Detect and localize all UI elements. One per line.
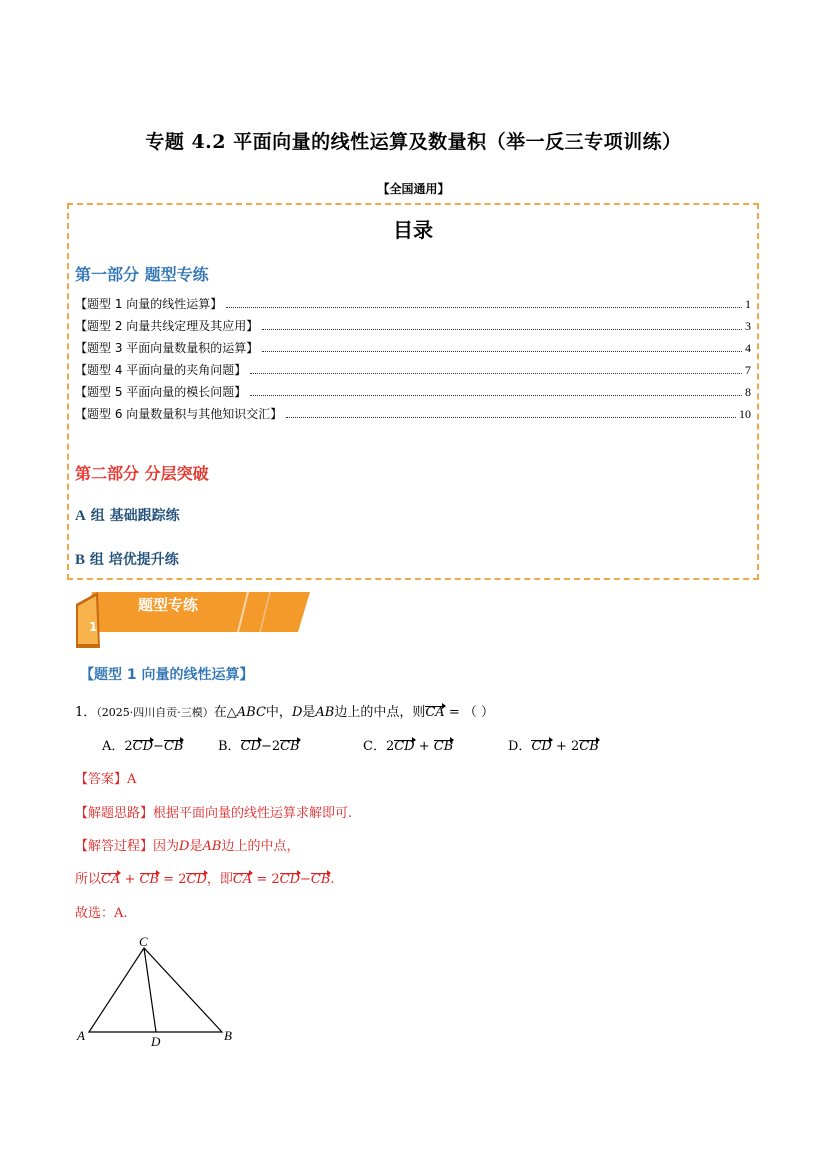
toc-entry[interactable] xyxy=(75,336,751,356)
stem-math: ABC xyxy=(236,705,266,720)
banner-number: 1 xyxy=(89,620,98,634)
toc-part1-title: 第一部分 题型专练 xyxy=(75,265,209,284)
option-part: + xyxy=(414,739,434,754)
option-part: 2 xyxy=(385,739,395,754)
answer-value: A xyxy=(127,772,137,787)
eq-vector: CA xyxy=(101,872,121,887)
option-vector: CB xyxy=(579,739,599,754)
banner-label: 题型专练 xyxy=(138,596,199,614)
question-source: （2025·四川自贡·三模） xyxy=(96,706,214,719)
toc-group-a[interactable] xyxy=(75,505,180,525)
eq-text: ，即 xyxy=(206,872,233,887)
toc-entry[interactable] xyxy=(75,402,751,422)
answer-line xyxy=(75,768,136,787)
option-part: + 2 xyxy=(551,739,580,754)
toc-leader xyxy=(262,350,742,352)
toc-entry-label: 【题型 3 平面向量数量积的运算】 xyxy=(75,341,259,355)
option-a[interactable] xyxy=(102,735,183,754)
idea-line xyxy=(75,802,352,821)
group-letter: A xyxy=(75,508,86,524)
eq-vector: CD xyxy=(279,872,301,887)
median-cd xyxy=(144,948,156,1032)
triangle-abc xyxy=(89,948,222,1032)
option-key: C． xyxy=(363,739,386,754)
toc-leader xyxy=(250,394,742,396)
eq-text: + xyxy=(120,872,140,887)
toc-entry-label: 【题型 4 平面向量的夹角问题】 xyxy=(75,363,247,377)
group-letter: B xyxy=(75,552,86,568)
eq-text: = 2 xyxy=(159,872,187,887)
option-part: − xyxy=(153,739,164,754)
eq-text: − xyxy=(300,872,311,887)
toc-entry-page: 7 xyxy=(745,363,751,377)
toc-entry-page: 4 xyxy=(745,341,751,355)
option-vector: CB xyxy=(280,739,300,754)
toc-part2-title: 第二部分 分层突破 xyxy=(75,464,209,483)
stem-text: 边上的中点，则 xyxy=(334,705,426,720)
toc-entry-label: 【题型 6 向量数量积与其他知识交汇】 xyxy=(75,407,283,421)
idea-tag: 【解题思路】 xyxy=(75,806,154,821)
choice-line: 故选：A. xyxy=(75,906,128,921)
stem-text: 是 xyxy=(302,705,316,720)
option-key: A． xyxy=(102,739,125,754)
toc-entry-page: 3 xyxy=(745,319,751,333)
toc-entry-label: 【题型 5 平面向量的模长问题】 xyxy=(75,385,247,399)
toc-leader xyxy=(226,306,742,308)
process-text: 因为 xyxy=(153,839,180,854)
toc-entry-page: 8 xyxy=(745,385,751,399)
section-heading: 【题型 1 向量的线性运算】 xyxy=(80,667,254,683)
question-number: 1． xyxy=(75,705,97,720)
label-c: C xyxy=(139,934,148,949)
eq-vector: CA xyxy=(232,872,253,887)
option-part: 2 xyxy=(124,739,133,754)
answer-tag: 【答案】 xyxy=(75,772,128,787)
document-title: 专题 4.2 平面向量的线性运算及数量积（举一反三专项训练） xyxy=(145,131,682,153)
question-stem xyxy=(75,701,494,720)
group-label: 组 培优提升练 xyxy=(85,552,179,568)
toc-leader xyxy=(250,372,742,374)
option-part: −2 xyxy=(260,739,281,754)
eq-vector: CD xyxy=(186,872,207,887)
stem-text: = （ ） xyxy=(444,705,494,720)
toc-heading: 目录 xyxy=(393,218,433,242)
toc-entry-page: 10 xyxy=(739,407,751,421)
option-b[interactable] xyxy=(218,735,300,754)
stem-text: 在△ xyxy=(213,705,237,720)
process-math: AB xyxy=(202,839,222,854)
option-d[interactable] xyxy=(508,735,599,754)
option-vector: CB xyxy=(163,739,184,754)
toc-entry-label: 【题型 2 向量共线定理及其应用】 xyxy=(75,319,259,333)
group-label: 组 基础跟踪练 xyxy=(85,508,180,524)
eq-text: . xyxy=(330,872,335,887)
scope-label: 【全国通用】 xyxy=(377,182,450,196)
process-line xyxy=(75,835,299,854)
toc-entry[interactable] xyxy=(75,380,751,400)
toc-leader xyxy=(286,416,736,418)
option-vector: CD xyxy=(531,739,552,754)
process-text: 边上的中点， xyxy=(221,839,300,854)
label-d: D xyxy=(151,1034,161,1049)
toc-leader xyxy=(262,328,742,330)
option-vector: CB xyxy=(433,739,454,754)
stem-text: 中， xyxy=(265,705,292,720)
process-math: D xyxy=(179,839,190,854)
eq-text: 所以 xyxy=(75,872,102,887)
eq-vector: CB xyxy=(310,872,331,887)
option-c[interactable] xyxy=(363,735,453,754)
stem-math: D xyxy=(291,705,303,720)
toc-entry[interactable] xyxy=(75,292,751,312)
toc-group-b[interactable] xyxy=(75,549,179,569)
stem-vector: CA xyxy=(425,705,445,720)
eq-text: = 2 xyxy=(252,872,280,887)
toc-entry[interactable] xyxy=(75,314,751,334)
toc-entry[interactable] xyxy=(75,358,751,378)
option-key: B． xyxy=(218,739,241,754)
equation-line xyxy=(75,868,335,887)
process-text: 是 xyxy=(189,839,203,854)
eq-vector: CB xyxy=(139,872,160,887)
toc-entry-page: 1 xyxy=(745,297,751,311)
process-tag: 【解答过程】 xyxy=(75,839,154,854)
label-a: A xyxy=(77,1028,85,1043)
toc-entry-label: 【题型 1 向量的线性运算】 xyxy=(75,297,223,311)
option-vector: CD xyxy=(132,739,154,754)
triangle-figure xyxy=(70,930,250,1050)
stem-math: AB xyxy=(315,705,335,720)
option-key: D． xyxy=(508,739,532,754)
label-b: B xyxy=(224,1028,232,1043)
option-vector: CD xyxy=(394,739,415,754)
option-vector: CD xyxy=(240,739,261,754)
idea-text: 根据平面向量的线性运算求解即可. xyxy=(153,806,353,821)
